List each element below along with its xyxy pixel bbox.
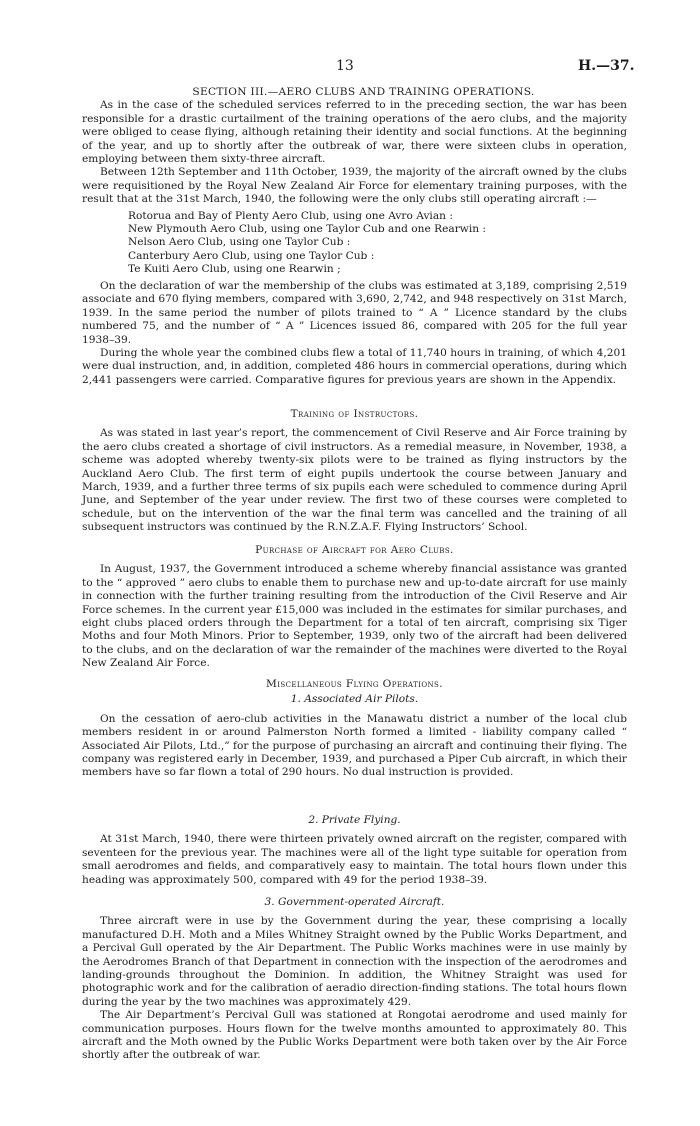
page-number: 13	[336, 58, 354, 74]
training-heading: Training of Instructors.	[290, 408, 419, 420]
intro-paragraph: As in the case of the scheduled services referred to in the preceding section, the war has been responsible for a drastic curtailment of the training operations of the aero clubs, and the majority were obliged to cease flying, although retaining their identity and social functions. At the beginning of the year, and up to shortly after the outbreak of war, there were sixteen clubs in operation, employing between them sixty-three aircraft.	[82, 99, 627, 166]
government-aircraft-section	[82, 896, 627, 1063]
document-reference: H.—37.	[578, 58, 635, 74]
training-section	[82, 408, 627, 535]
section-intro	[82, 86, 627, 207]
private-flying-heading: 2. Private Flying.	[308, 814, 401, 826]
misc-section	[82, 678, 627, 780]
membership-section	[82, 280, 627, 387]
purchase-paragraph: In August, 1937, the Government introduced a scheme whereby financial assistance was granted to the “ approved ” aero clubs to enable them to purchase new and up-to-date aircraft for use mainly in connection with the further training resulting from the introduction of the Civil Reserve and Air Force schemes. In the current year £15,000 was included in the estimates for similar purchases, and eight clubs placed orders through the Department for a total of ten aircraft, comprising six Tiger Moths and four Moth Minors. Prior to September, 1939, only two of the aircraft had been delivered to the clubs, and on the declaration of war the remainder of the machines were diverted to the Royal New Zealand Air Force.	[82, 563, 627, 670]
government-aircraft-paragraph: Three aircraft were in use by the Government during the year, these comprising a locally manufactured D.H. Moth and a Miles Whitney Straight owned by the Public Works Department, and a Percival Gull operated by the Air Department. The Public Works machines were in use mainly by the Aerodromes Branch of that Department in connection with the inspection of the aerodromes and landing-grounds throughout the Dominion. In addition, the Whitney Straight was used for photographic work and for the calibration of aeradio direction-finding stations. The total hours flown during the year by the two machines was approximately 429.	[82, 915, 627, 1008]
list-item: New Plymouth Aero Club, using one Taylor Cub and one Rearwin :	[128, 223, 486, 236]
purchase-heading: Purchase of Aircraft for Aero Clubs.	[255, 544, 454, 556]
membership-paragraph: On the declaration of war the membership of the clubs was estimated at 3,189, comprising 2,519 associate and 670 flying members, compared with 3,690, 2,742, and 948 respectively on 31st March, 1939. In the same period the number of pilots trained to “ A ” Licence standard by the clubs numbered 75, and the number of “ A ” Licences issued 86, compared with 205 for the full year 1938–39.	[82, 280, 627, 346]
list-item: Nelson Aero Club, using one Taylor Cub :	[128, 236, 351, 249]
list-item: Rotorua and Bay of Plenty Aero Club, using one Avro Avian :	[128, 210, 453, 222]
associated-air-pilots-paragraph: On the cessation of aero-club activities in the Manawatu district a number of the local club members resident in or around Palmerston North formed a limited - liability company called “ Associated Air Pilots, Ltd.,” for the purpose of purchasing an aircraft and continuing their flying. The company was registered early in December, 1939, and purchased a Piper Cub aircraft, in which their members have so far flown a total of 290 hours. No dual instruction is provided.	[82, 712, 627, 779]
private-flying-section	[82, 814, 627, 887]
section-title: SECTION III.—AERO CLUBS AND TRAINING OPERATIONS.	[192, 86, 535, 98]
list-item: Canterbury Aero Club, using one Taylor Cub :	[128, 249, 375, 262]
private-flying-paragraph: At 31st March, 1940, there were thirteen privately owned aircraft on the register, compared with seventeen for the previous year. The machines were all of the light type suitable for operation from small aerodromes and fields, and comparatively easy to maintain. The total hours flown under this heading was approximately 500, compared with 49 for the period 1938–39.	[82, 833, 627, 886]
intro-paragraph: Between 12th September and 11th October, 1939, the majority of the aircraft owned by the clubs were requisitioned by the Royal New Zealand Air Force for elementary training purposes, with the result that at the 31st March, 1940, the following were the only clubs still operating aircraft :—	[82, 166, 627, 206]
percival-gull-paragraph: The Air Department’s Percival Gull was stationed at Rongotai aerodrome and used mainly for communication purposes. Hours flown for the twelve months amounted to approximately 80. This aircraft and the Moth owned by the Public Works Department were both taken over by the Air Force shortly after the outbreak of war.	[82, 1009, 627, 1062]
misc-heading: Miscellaneous Flying Operations.	[266, 678, 443, 690]
list-item: Te Kuiti Aero Club, using one Rearwin ;	[128, 262, 341, 275]
government-aircraft-heading: 3. Government-operated Aircraft.	[264, 896, 445, 908]
associated-air-pilots-heading: 1. Associated Air Pilots.	[290, 693, 419, 706]
hours-paragraph: During the whole year the combined clubs flew a total of 11,740 hours in training, of which 4,201 were dual instruction, and, in addition, completed 486 hours in commercial operations, during which 2,441 passengers were carried. Comparative figures for previous years are shown in the Appendix.	[82, 347, 627, 386]
training-paragraph: As was stated in last year’s report, the commencement of Civil Reserve and Air Force training by the aero clubs created a shortage of civil instructors. As a remedial measure, in November, 1938, a scheme was adopted whereby twenty-six pilots were to be trained as flying instructors by the Auckland Aero Club. The first term of eight pupils undertook the course between January and March, 1939, and a further three terms of six pupils each were scheduled to commence during April June, and September of the year under review. The first two of these courses were completed to schedule, but on the intervention of the war the final term was cancelled and the training of all subsequent instructors was continued by the R.N.Z.A.F. Flying Instructors’ School.	[82, 427, 627, 534]
purchase-section	[82, 544, 627, 671]
clubs-list	[82, 210, 627, 276]
